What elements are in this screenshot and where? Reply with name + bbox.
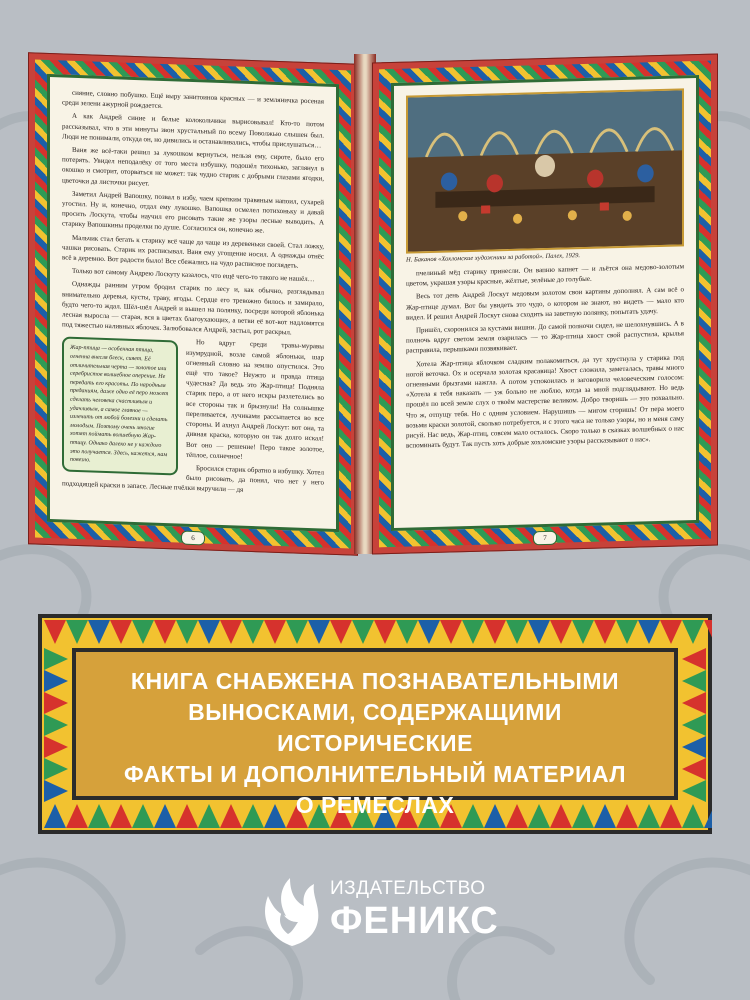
- illustration-caption: Н. Баканов «Хохломские художники за работой». Палех, 1929.: [406, 252, 581, 264]
- right-page: [372, 53, 718, 554]
- banner-line: О РЕМЕСЛАХ: [295, 792, 455, 818]
- paragraph: Однажды ранним утром бродил старик по лесу и, как обычно, разглядывал внимательно деревья, кусты, траву, ягоды. Сердце его тревожно билось и замирало, будто чего-то ждал. Шёл-шёл Андрей и вышел на полянку, посреди которой яблонька лесная выросла — старая, вся в цветах благоухающих, а ветви её вот-вот надломятся под тяжестью наливных яблочек. Залюбовался Андрей, застыл, рот раскрыл.: [62, 280, 324, 337]
- banner-line: ФАКТЫ И ДОПОЛНИТЕЛЬНЫЙ МАТЕРИАЛ: [123, 761, 627, 787]
- phoenix-bird-icon: [258, 876, 326, 948]
- left-page: [28, 52, 358, 556]
- paragraph: А как Андрей синие и белые колокольчики вырисовывал! Кто-то потом рассказывал, что в эти минуты звон хрустальный по всему Поволжью слышен был. Люди не понимали, откуда он, но дивились и останавливались, чтобы прислушаться…: [62, 112, 324, 150]
- banner-text: [88, 666, 662, 821]
- artisans-painting-icon: [408, 90, 682, 251]
- illustration-artisans: [406, 88, 684, 253]
- page-number-left: 6: [181, 531, 205, 546]
- left-page-content: [47, 74, 339, 532]
- open-book: [28, 50, 728, 570]
- paragraph: Заметил Андрей Вапошку, позвал в избу, чаем крепким травяным напоил, сухарей угостил. Ну и, конечно, отдал ему лукошко. Вапошка осмелел потихоньку и давай просить Лоскута, чтобы научил его рисовать такие же узоры лесные выводить. А старику Вапошкины проделки по душе. Согласился он, конечно же.: [62, 189, 324, 235]
- paragraph: Весь тот день Андрей Лоскут медовым золотом свои картины дополнял. А сам всё о Жар-птице думал. Вот бы увидеть это чудо, о котором не знают, но видеть — мало кто видел. И решил Андрей Лоскут снова сходить на заветную полянку, попытать удачу.: [406, 285, 684, 322]
- firebird-callout: Жар-птица — особенная птица, огненна внесля блеск, сияет. Её отличительная черта — золотое или серебристое волшебное оперение. Не передать его красоты. По народным преданиям, даже одно её перо может сделать человека счастливым и удачливым, а самое главное — излечить от любой болезни и сделать молодым. Поэтому очень многие хотят поймать волшебную Жар-птицу. Однако далеко не у каждого это получается. Здесь, кажется, нам повезло.: [62, 337, 178, 475]
- paragraph: Пришёл, схоронился за кустами вишни. До самой полночи сидел, не шелохнувшись. А в полночь вдруг светом земля озарилась — то Жар-птица хвост свой распустила, крылья расправила, перышками позвякивает.: [406, 319, 684, 356]
- paragraph: сияние, словно побушко. Ещё выру занитоинов красных — и земляничка росеная среди зелени ажурной рождается.: [62, 88, 324, 111]
- publisher-name: ФЕНИКС: [330, 900, 499, 942]
- paragraph: Бросился старик обратно в избушку. Хотел было рисовать, да понял, что нет у него подходящей краски в запасе. Лесные пчёлки выручили — дя: [62, 464, 324, 495]
- paragraph: Хотела Жар-птица яблочком сладким полакомиться, да тут хрустнула у старика под ногой веточка. Ох и осерчала золотая красавица! Хвост сложила, заметалась, травы много огненными брызгами нажгла. А потом успокоилась и заговорила человеческим голосом: «Хотела я тебя наказать — уж больно не люблю, когда за мной подглядывают. Но ведь прошёл по всей земле слух о твоём мастерстве великом. Добро творишь — это похвально. Что ж, отпущу тебя. Но с одним условием. Нарушишь — мигом сгоришь! От пера моего возьми краски золотой, сколько потребуется, и с этого часа не только узоры, но и меня саму рисуй. Нас ведь, Жар-птиц, совсем мало осталось. Скоро только в сказках волшебных о нас вспоминать будут. Так пусть хоть добрые хохломские узоры рассказывают о нас».: [406, 352, 684, 450]
- paragraph: Мальчик стал бегать к старику всё чаще да чаще из деревеньки своей. Стал ложку, чашки рисовать. Старик их расписывал. Ваня ему угощение носил. А однажды отнёс всё в деревню. Вот радости было! Все сбежались на чудо расписное поглядеть.: [62, 233, 324, 270]
- publisher-label: ИЗДАТЕЛЬСТВО: [330, 878, 486, 899]
- page-number-right: 7: [533, 531, 557, 546]
- paragraph: Ваня же всё-таки решил за лукошком вернуться, нельзя ему, сироте, было его потерять. Увидел неподалёку от того места избушку, подошёл тихонько, заглянул в окошко и смотрит, оторваться не может: так чудно старик с добрыми глазами ягодки, цветочки да листочки рисует.: [62, 145, 324, 188]
- paragraph: пчелиный мёд старику принесли. Он вапню капнет — и льётся она медово-золотым цветом, украшая узоры красные, жёлтые, зелёные до голубые.: [406, 262, 684, 288]
- banner-line: КНИГА СНАБЖЕНА ПОЗНАВАТЕЛЬНЫМИ: [130, 668, 620, 694]
- paragraph: Только вот самому Андрею Лоскуту казалось, что ещё чего-то такого не нашёл…: [72, 267, 315, 284]
- info-banner: [38, 614, 712, 834]
- publisher-logo: [258, 872, 498, 952]
- paragraph: Но вдруг среди травы-муравы изумрудной, возле самой яблоньки, шар огненный словно на землю опустился. Это ещё что такое? Неужто и правда птица чудесная? Да ведь это Жар-птица! Подняла старик перо, а от него искры разлетелись во все стороны так и брызнули! На солнышке переливается, лучиками рассыпается во все стороны. И ахнул Андрей Лоскут: вот она, та дивная краска, которую он так долго искал! Вот оно — решение! Перо такое золотое, тёплое, солнечное!: [186, 338, 324, 461]
- right-page-content: [391, 75, 699, 531]
- banner-line: ВЫНОСКАМИ, СОДЕРЖАЩИМИ ИСТОРИЧЕСКИЕ: [188, 699, 562, 756]
